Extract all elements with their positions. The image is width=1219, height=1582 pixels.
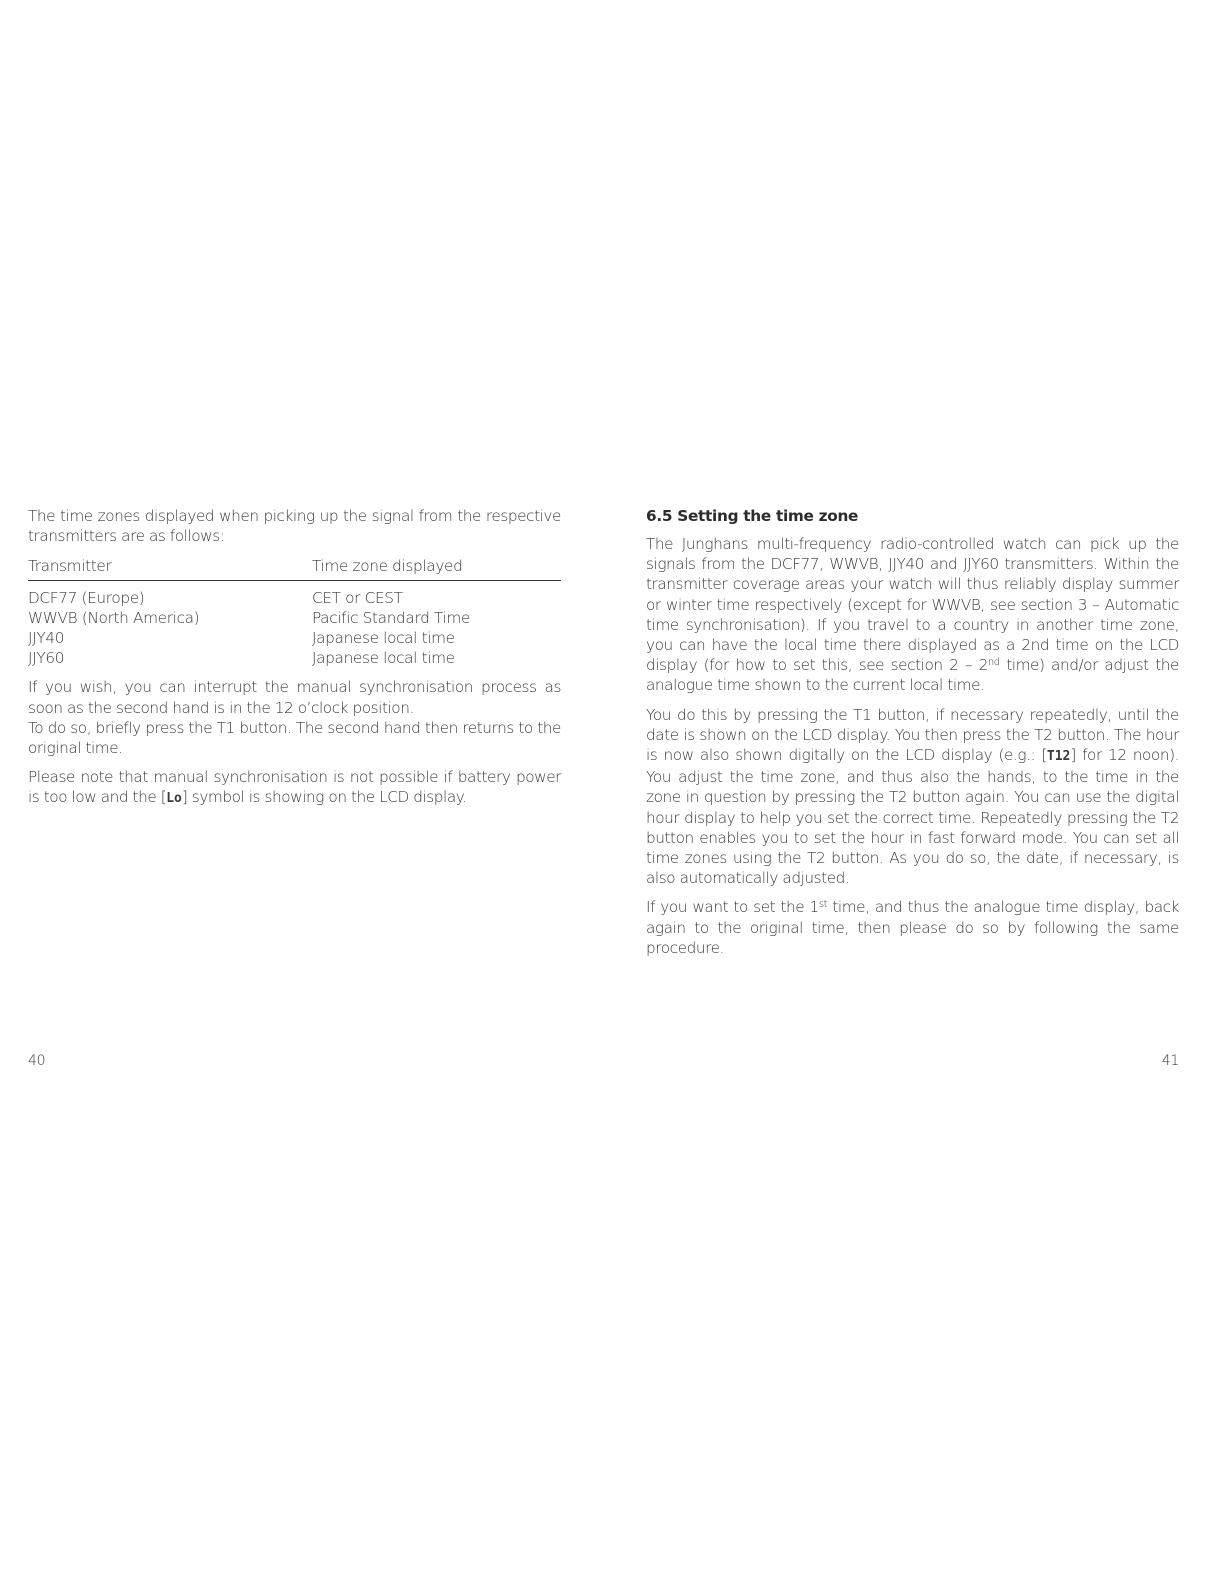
- table-row: [28, 588, 561, 608]
- right-page: [646, 0, 1179, 1582]
- battery-note-text-end: ] symbol is showing on the LCD display.: [181, 788, 467, 807]
- table-row: [28, 608, 561, 628]
- superscript-nd: nd: [987, 657, 1000, 669]
- table-row: [28, 648, 561, 668]
- reset-paragraph: [646, 897, 1179, 958]
- interrupt-text-2: To do so, briefly press the T1 button. The second hand then returns to the original time.: [28, 718, 561, 758]
- reset-text-end: time, and thus the analogue time display, back again to the original time, then please do so by following the same procedure.: [646, 898, 1179, 957]
- lcd-hour-symbol: T12: [1046, 749, 1071, 765]
- cell-transmitter: WWVB (North America): [28, 608, 200, 627]
- cell-time-zone: CET or CEST: [312, 588, 403, 607]
- left-page: [28, 0, 561, 1582]
- lcd-lo-symbol: Lo: [166, 791, 182, 807]
- adjust-paragraph: [646, 705, 1179, 889]
- left-column: [28, 506, 561, 810]
- coverage-text-end: time) and/or adjust the analogue time shown to the current local time.: [646, 656, 1179, 695]
- table-row: [28, 628, 561, 648]
- page-number-left: 40: [28, 1053, 46, 1069]
- superscript-st: st: [818, 899, 828, 911]
- header-transmitter: Transmitter: [28, 557, 112, 576]
- interrupt-paragraph: [28, 677, 561, 758]
- interrupt-text-1: If you wish, you can interrupt the manual synchronisation process as soon as the second hand is in the 12 o’clock position.: [28, 678, 561, 717]
- cell-transmitter: JJY60: [28, 649, 65, 668]
- header-time-zone: Time zone displayed: [312, 557, 463, 576]
- right-column: [646, 506, 1179, 958]
- cell-time-zone: Japanese local time: [312, 629, 455, 648]
- reset-text: If you want to set the 1: [646, 898, 819, 917]
- battery-note-paragraph: [28, 767, 561, 809]
- transmitter-table: [28, 556, 561, 668]
- coverage-text: The Junghans multi-frequency radio-controlled watch can pick up the signals from the DCF77, WWVB, JJY40 and JJY60 transmitters. Within the transmitter coverage areas your watch will thus reliably display summer or winter time respectively (except for WWVB, see section 3 – Automatic time synchronisation). If you travel to a country in another time zone, you can have the local time there displayed as a 2nd time on the LCD display (for how to set this, see section 2 – 2: [646, 535, 1179, 675]
- cell-transmitter: JJY40: [28, 629, 65, 648]
- intro-paragraph: The time zones displayed when picking up the signal from the respective transmitters are as follows:: [28, 507, 561, 546]
- cell-transmitter: DCF77 (Europe): [28, 588, 145, 607]
- cell-time-zone: Pacific Standard Time: [312, 608, 471, 627]
- adjust-text: You do this by pressing the T1 button, if necessary repeatedly, until the date is shown on the LCD display. You then press the T2 button. The hour is now also shown digitally on the LCD display (e.g.: [: [646, 705, 1179, 765]
- battery-note-text: Please note that manual synchronisation is not possible if battery power is too low and the [: [28, 768, 561, 807]
- table-header: [28, 556, 561, 580]
- coverage-paragraph: [646, 534, 1179, 696]
- cell-time-zone: Japanese local time: [312, 649, 455, 668]
- page-number-right: 41: [1161, 1053, 1179, 1069]
- section-heading: 6.5 Setting the time zone: [646, 507, 859, 525]
- adjust-text-end: ] for 12 noon). You adjust the time zone, and thus also the hands, to the time in the zone in question by pressing the T2 button again. You can use the digital hour display to help you set the correct time. Repeatedly pressing the T2 button enables you to set the hour in fast forward mode. You can set all time zones using the T2 button. As you do so, the date, if necessary, is also automatically adjusted.: [646, 746, 1179, 888]
